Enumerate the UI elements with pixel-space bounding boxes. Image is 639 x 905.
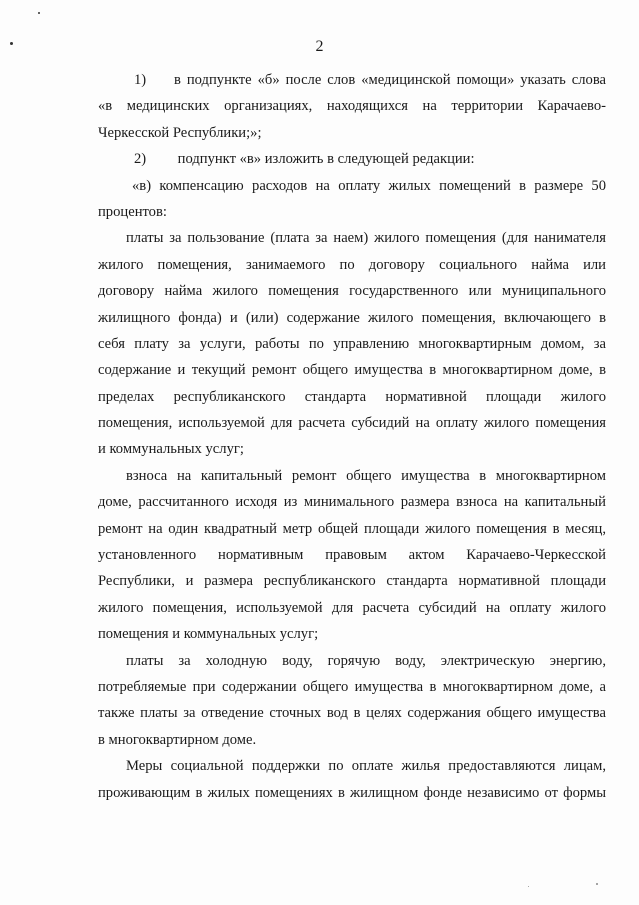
list-item-2 [98, 146, 606, 172]
list-item-text: подпункт «в» изложить в следующей редакции: [177, 151, 475, 168]
text-line: также платы за отведение сточных вод в целях содержания общего имущества [98, 705, 606, 722]
scan-speck [528, 886, 529, 887]
text-line: платы за пользование (плата за наем) жилого помещения (для нанимателя [126, 230, 606, 247]
list-item-1 [98, 67, 606, 93]
text-line: «в) компенсацию расходов на оплату жилых помещений в размере 50 [132, 177, 606, 194]
text-line: процентов: [98, 203, 167, 220]
text-line: жилого помещения, используемой для расчета субсидий на оплату жилого [98, 599, 606, 616]
text-line: договору найма жилого помещения государственного или муниципального [98, 283, 606, 300]
text-line: Черкесской Республики;»; [98, 124, 262, 141]
text-line: проживающим в жилых помещениях в жилищном фонде независимо от формы [98, 784, 606, 801]
list-item-number: 1) [134, 72, 147, 88]
text-line: платы за холодную воду, горячую воду, электрическую энергию, [126, 652, 606, 669]
list-item-text: в подпункте «б» после слов «медицинской помощи» указать слова [174, 72, 606, 88]
text-line: Республики, и размера республиканского стандарта нормативной площади [98, 573, 606, 590]
scan-speck [596, 883, 598, 885]
text-line: установленного нормативным правовым актом Карачаево-Черкесской [98, 547, 606, 564]
text-line: Меры социальной поддержки по оплате жилья предоставляются лицам, [126, 758, 606, 775]
text-line: доме, рассчитанного исходя из минимального размера взноса на капитальный [98, 494, 606, 511]
text-line: в многоквартирном доме. [98, 731, 257, 748]
text-line: «в медицинских организациях, находящихся на территории Карачаево- [98, 98, 606, 115]
document-body [98, 67, 606, 806]
text-line: жилого помещения, занимаемого по договору социального найма или [98, 256, 606, 273]
list-item-number: 2) [134, 151, 147, 168]
text-line: содержание и текущий ремонт общего имущества в многоквартирном доме, в [98, 362, 606, 379]
text-line: взноса на капитальный ремонт общего имущества в многоквартирном [126, 467, 606, 484]
text-line: ремонт на один квадратный метр общей площади жилого помещения в месяц, [98, 520, 606, 537]
scan-speck [38, 12, 40, 14]
text-line: пределах республиканского стандарта нормативной площади жилого [98, 388, 606, 405]
text-line: себя плату за услуги, работы по управлению многоквартирным домом, за [98, 335, 606, 352]
page-number: 2 [315, 38, 324, 55]
text-line: жилищного фонда) и (или) содержание жилого помещения, включающего в [98, 309, 606, 326]
text-line: и коммунальных услуг; [98, 441, 244, 458]
text-line: помещения, используемой для расчета субсидий на оплату жилого помещения [98, 415, 606, 432]
text-line: помещения и коммунальных услуг; [98, 626, 319, 643]
text-line: потребляемые при содержании общего имущества в многоквартирном доме, а [98, 678, 606, 695]
